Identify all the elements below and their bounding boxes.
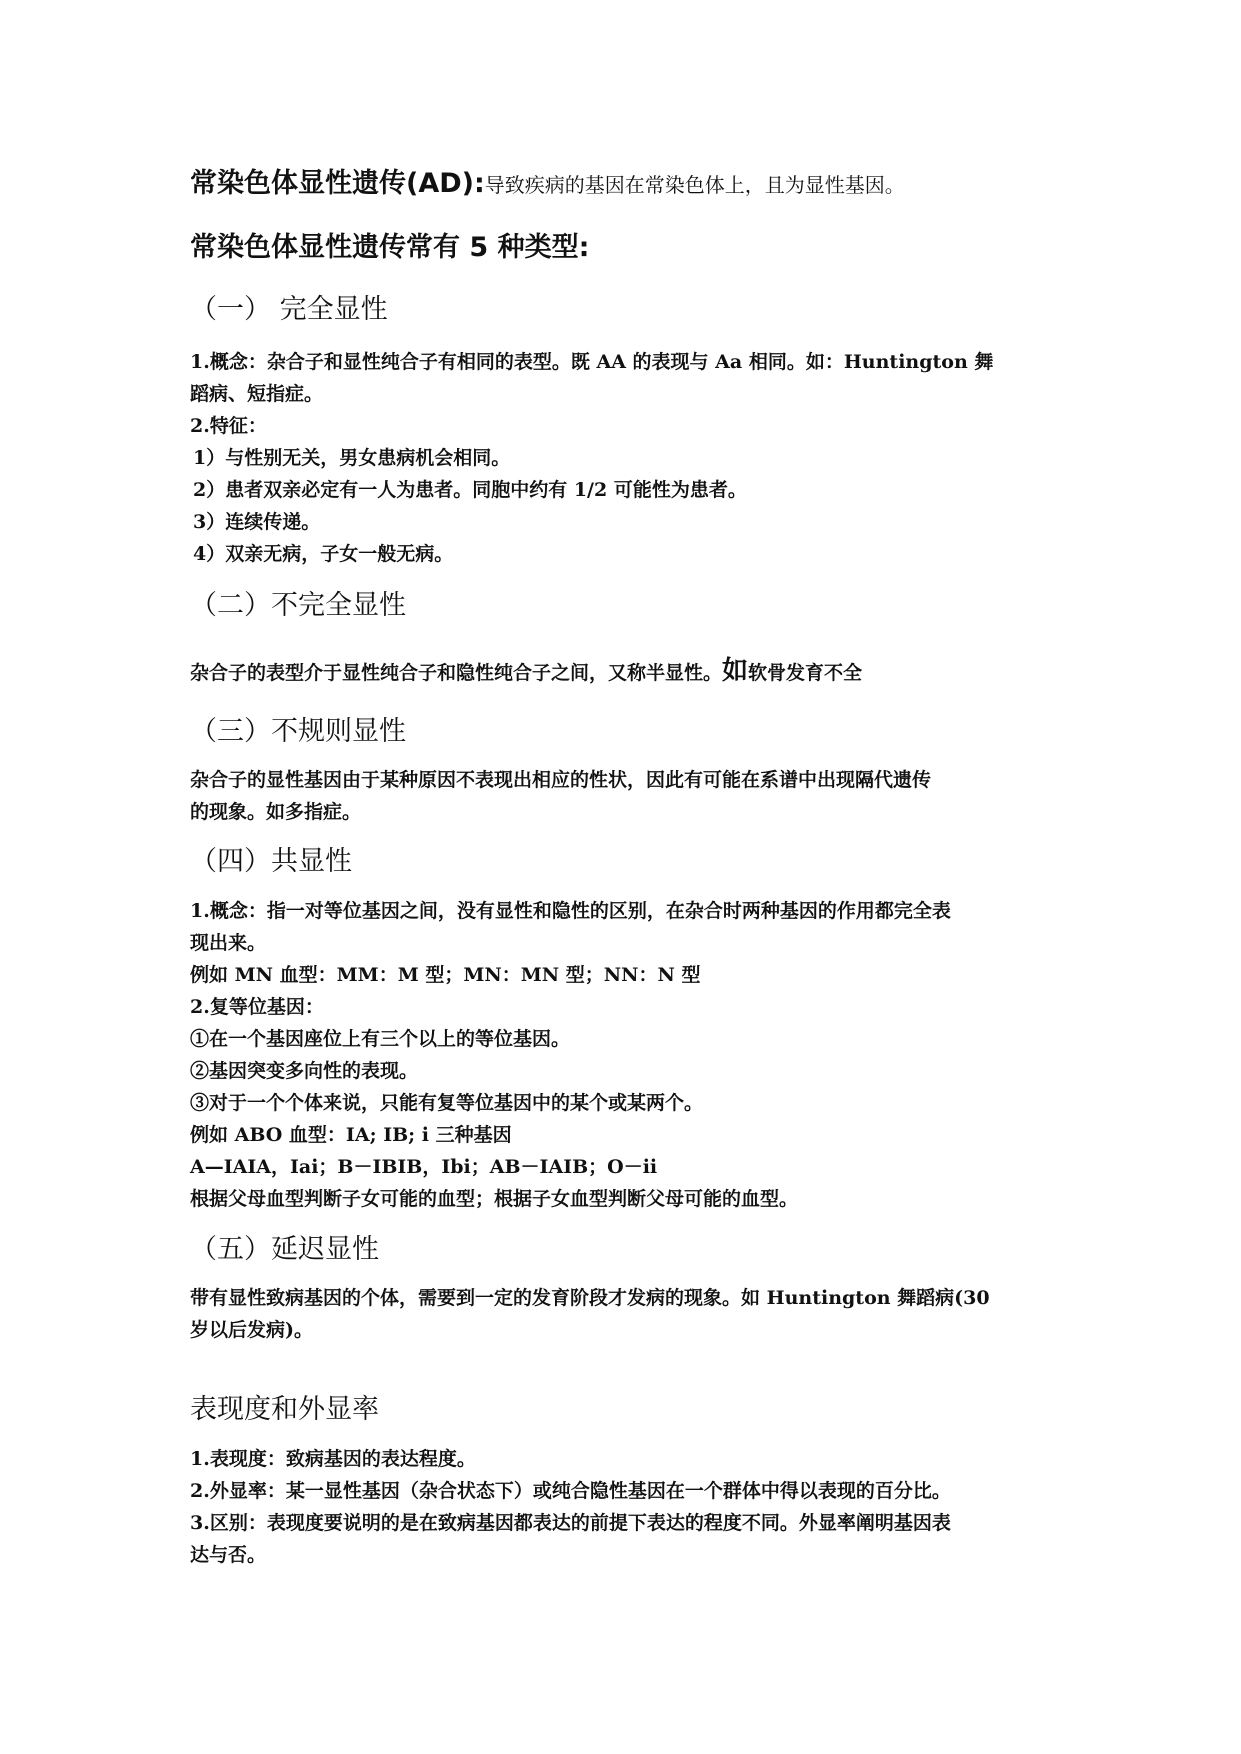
paragraph-line: 1.表现度：致病基因的表达程度。 xyxy=(190,1448,476,1470)
paragraph-text: 杂合子的表型介于显性纯合子和隐性纯合子之间，又称半显性。 xyxy=(190,662,723,684)
paragraph-line: 1.概念：杂合子和显性纯合子有相同的表型。既 AA 的表现与 Aa 相同。如：Huntington 舞 xyxy=(190,351,994,373)
paragraph-line: A—IAIA，Iai；B－IBIB，Ibi；AB－IAIB；O－ii xyxy=(190,1156,658,1178)
paragraph-line: 1.概念：指一对等位基因之间，没有显性和隐性的区别，在杂合时两种基因的作用都完全表 xyxy=(190,900,951,922)
paragraph-text: 软骨发育不全 xyxy=(748,662,863,684)
title-heading xyxy=(190,170,905,197)
paragraph-line: 例如 MN 血型：MM：M 型；MN：MN 型；NN：N 型 xyxy=(190,964,701,986)
paragraph-line: 2.外显率：某一显性基因（杂合状态下）或纯合隐性基因在一个群体中得以表现的百分比。 xyxy=(190,1480,951,1502)
list-item: ③对于一个个体来说，只能有复等位基因中的某个或某两个。 xyxy=(190,1092,704,1114)
list-item: 4）双亲无病，子女一般无病。 xyxy=(193,543,454,565)
list-item: ①在一个基因座位上有三个以上的等位基因。 xyxy=(190,1028,571,1050)
paragraph-line: 2.特征： xyxy=(190,415,267,437)
types-heading: 常染色体显性遗传常有 5 种类型: xyxy=(190,232,590,263)
list-item: 2）患者双亲必定有一人为患者。同胞中约有 1/2 可能性为患者。 xyxy=(193,479,747,501)
paragraph-line: 现出来。 xyxy=(190,932,267,954)
paragraph-line: 的现象。如多指症。 xyxy=(190,801,362,823)
paragraph-line: 2.复等位基因： xyxy=(190,996,324,1018)
paragraph-line: 根据父母血型判断子女可能的血型；根据子女血型判断父母可能的血型。 xyxy=(190,1188,799,1210)
title-definition: 导致疾病的基因在常染色体上，且为显性基因。 xyxy=(484,173,905,197)
list-item: 1）与性别无关，男女患病机会相同。 xyxy=(193,447,511,469)
paragraph-line: 例如 ABO 血型：IA; IB; i 三种基因 xyxy=(190,1124,512,1146)
paragraph-line: 3.区别：表现度要说明的是在致病基因都表达的前提下表达的程度不同。外显率阐明基因表 xyxy=(190,1512,951,1534)
paragraph-line xyxy=(190,658,862,684)
title-term: 常染色体显性遗传(AD): xyxy=(190,168,485,199)
paragraph-line: 杂合子的显性基因由于某种原因不表现出相应的性状，因此有可能在系谱中出现隔代遗传 xyxy=(190,769,932,791)
section-heading-5: （五）延迟显性 xyxy=(190,1234,379,1265)
paragraph-emphasis: 如 xyxy=(722,656,749,686)
section-heading-1: （一） 完全显性 xyxy=(190,294,388,325)
paragraph-line: 岁以后发病)。 xyxy=(190,1319,313,1341)
list-item: 3）连续传递。 xyxy=(193,511,321,533)
section-heading-3: （三）不规则显性 xyxy=(190,716,406,747)
paragraph-line: 达与否。 xyxy=(190,1544,267,1566)
section-heading-4: （四）共显性 xyxy=(190,846,352,877)
paragraph-line: 蹈病、短指症。 xyxy=(190,383,324,405)
paragraph-line: 带有显性致病基因的个体，需要到一定的发育阶段才发病的现象。如 Huntington 舞蹈病(30 xyxy=(190,1287,990,1309)
list-item: ②基因突变多向性的表现。 xyxy=(190,1060,419,1082)
section-heading-6: 表现度和外显率 xyxy=(190,1394,379,1425)
section-heading-2: （二）不完全显性 xyxy=(190,590,406,621)
